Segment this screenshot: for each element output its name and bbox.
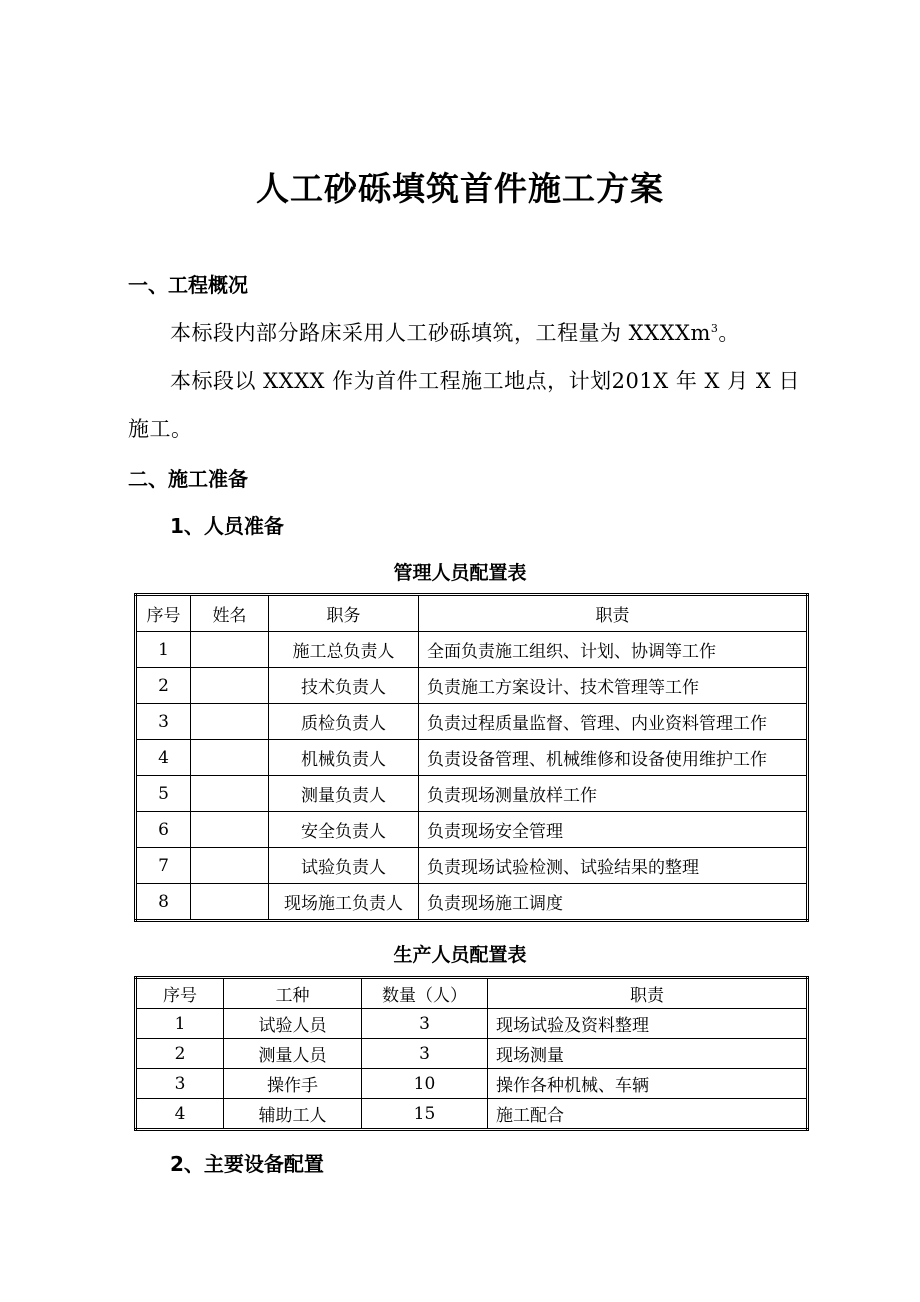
cell-duty: 现场测量 bbox=[488, 1039, 808, 1069]
cell-trade: 操作手 bbox=[224, 1069, 362, 1099]
table-row bbox=[136, 1039, 808, 1069]
cell-name bbox=[191, 740, 269, 776]
mgmt-table-caption: 管理人员配置表 bbox=[393, 562, 527, 584]
cell-position: 现场施工负责人 bbox=[269, 884, 419, 921]
cell-index: 7 bbox=[136, 848, 191, 884]
table-row bbox=[136, 812, 808, 848]
cell-index: 6 bbox=[136, 812, 191, 848]
col-header-position: 职务 bbox=[269, 595, 419, 632]
cell-position: 安全负责人 bbox=[269, 812, 419, 848]
cell-position: 测量负责人 bbox=[269, 776, 419, 812]
col-header-trade: 工种 bbox=[224, 978, 362, 1009]
cell-index: 3 bbox=[136, 704, 191, 740]
cell-duty: 现场试验及资料整理 bbox=[488, 1009, 808, 1039]
cell-count: 15 bbox=[362, 1099, 488, 1130]
table-row bbox=[136, 776, 808, 812]
cell-name bbox=[191, 632, 269, 668]
col-header-duty: 职责 bbox=[419, 595, 808, 632]
col-header-index: 序号 bbox=[136, 595, 191, 632]
cell-duty: 负责设备管理、机械维修和设备使用维护工作 bbox=[419, 740, 808, 776]
cell-index: 3 bbox=[136, 1069, 224, 1099]
cell-duty: 负责过程质量监督、管理、内业资料管理工作 bbox=[419, 704, 808, 740]
cell-duty: 操作各种机械、车辆 bbox=[488, 1069, 808, 1099]
col-header-duty: 职责 bbox=[488, 978, 808, 1009]
col-header-name: 姓名 bbox=[191, 595, 269, 632]
table-row bbox=[136, 884, 808, 921]
cell-index: 2 bbox=[136, 1039, 224, 1069]
table-row bbox=[136, 1009, 808, 1039]
mgmt-staff-table bbox=[134, 593, 809, 922]
table-row bbox=[136, 704, 808, 740]
cell-duty: 施工配合 bbox=[488, 1099, 808, 1130]
cell-duty: 负责现场试验检测、试验结果的整理 bbox=[419, 848, 808, 884]
section-heading-overview: 一、工程概况 bbox=[128, 273, 248, 297]
cell-position: 技术负责人 bbox=[269, 668, 419, 704]
table-header-row bbox=[136, 595, 808, 632]
cell-count: 10 bbox=[362, 1069, 488, 1099]
cell-name bbox=[191, 704, 269, 740]
table-row bbox=[136, 1099, 808, 1130]
cell-duty: 负责现场测量放样工作 bbox=[419, 776, 808, 812]
cell-index: 1 bbox=[136, 632, 191, 668]
table-row bbox=[136, 848, 808, 884]
cell-count: 3 bbox=[362, 1009, 488, 1039]
cell-duty: 负责施工方案设计、技术管理等工作 bbox=[419, 668, 808, 704]
subsection-heading-equipment: 2、主要设备配置 bbox=[170, 1152, 324, 1176]
cell-duty: 全面负责施工组织、计划、协调等工作 bbox=[419, 632, 808, 668]
overview-paragraph-1: 本标段内部分路床采用人工砂砾填筑，工程量为 XXXXm$^3$。 bbox=[170, 321, 740, 345]
cell-duty: 负责现场安全管理 bbox=[419, 812, 808, 848]
cell-index: 1 bbox=[136, 1009, 224, 1039]
table-header-row bbox=[136, 978, 808, 1009]
cell-position: 施工总负责人 bbox=[269, 632, 419, 668]
cell-trade: 测量人员 bbox=[224, 1039, 362, 1069]
overview-paragraph-2-line-1: 本标段以 XXXX 作为首件工程施工地点，计划201X 年 X 月 X 日 bbox=[170, 369, 800, 393]
cell-trade: 试验人员 bbox=[224, 1009, 362, 1039]
table-row bbox=[136, 632, 808, 668]
cell-position: 质检负责人 bbox=[269, 704, 419, 740]
col-header-index: 序号 bbox=[136, 978, 224, 1009]
table-row bbox=[136, 668, 808, 704]
subsection-heading-personnel: 1、人员准备 bbox=[170, 514, 284, 538]
cell-trade: 辅助工人 bbox=[224, 1099, 362, 1130]
cell-index: 2 bbox=[136, 668, 191, 704]
cell-index: 4 bbox=[136, 1099, 224, 1130]
production-staff-table bbox=[134, 976, 809, 1131]
table-row bbox=[136, 1069, 808, 1099]
cell-name bbox=[191, 884, 269, 921]
prod-table-caption: 生产人员配置表 bbox=[393, 944, 527, 966]
cell-name bbox=[191, 668, 269, 704]
col-header-count: 数量（人） bbox=[362, 978, 488, 1009]
table-row bbox=[136, 740, 808, 776]
cell-name bbox=[191, 776, 269, 812]
cell-name bbox=[191, 812, 269, 848]
section-heading-preparation: 二、施工准备 bbox=[128, 467, 248, 491]
cell-position: 机械负责人 bbox=[269, 740, 419, 776]
page-title: 人工砂砾填筑首件施工方案 bbox=[256, 169, 664, 208]
overview-paragraph-2-line-2: 施工。 bbox=[128, 417, 193, 441]
cell-index: 8 bbox=[136, 884, 191, 921]
cell-name bbox=[191, 848, 269, 884]
cell-position: 试验负责人 bbox=[269, 848, 419, 884]
cell-index: 5 bbox=[136, 776, 191, 812]
cell-duty: 负责现场施工调度 bbox=[419, 884, 808, 921]
cell-count: 3 bbox=[362, 1039, 488, 1069]
cell-index: 4 bbox=[136, 740, 191, 776]
